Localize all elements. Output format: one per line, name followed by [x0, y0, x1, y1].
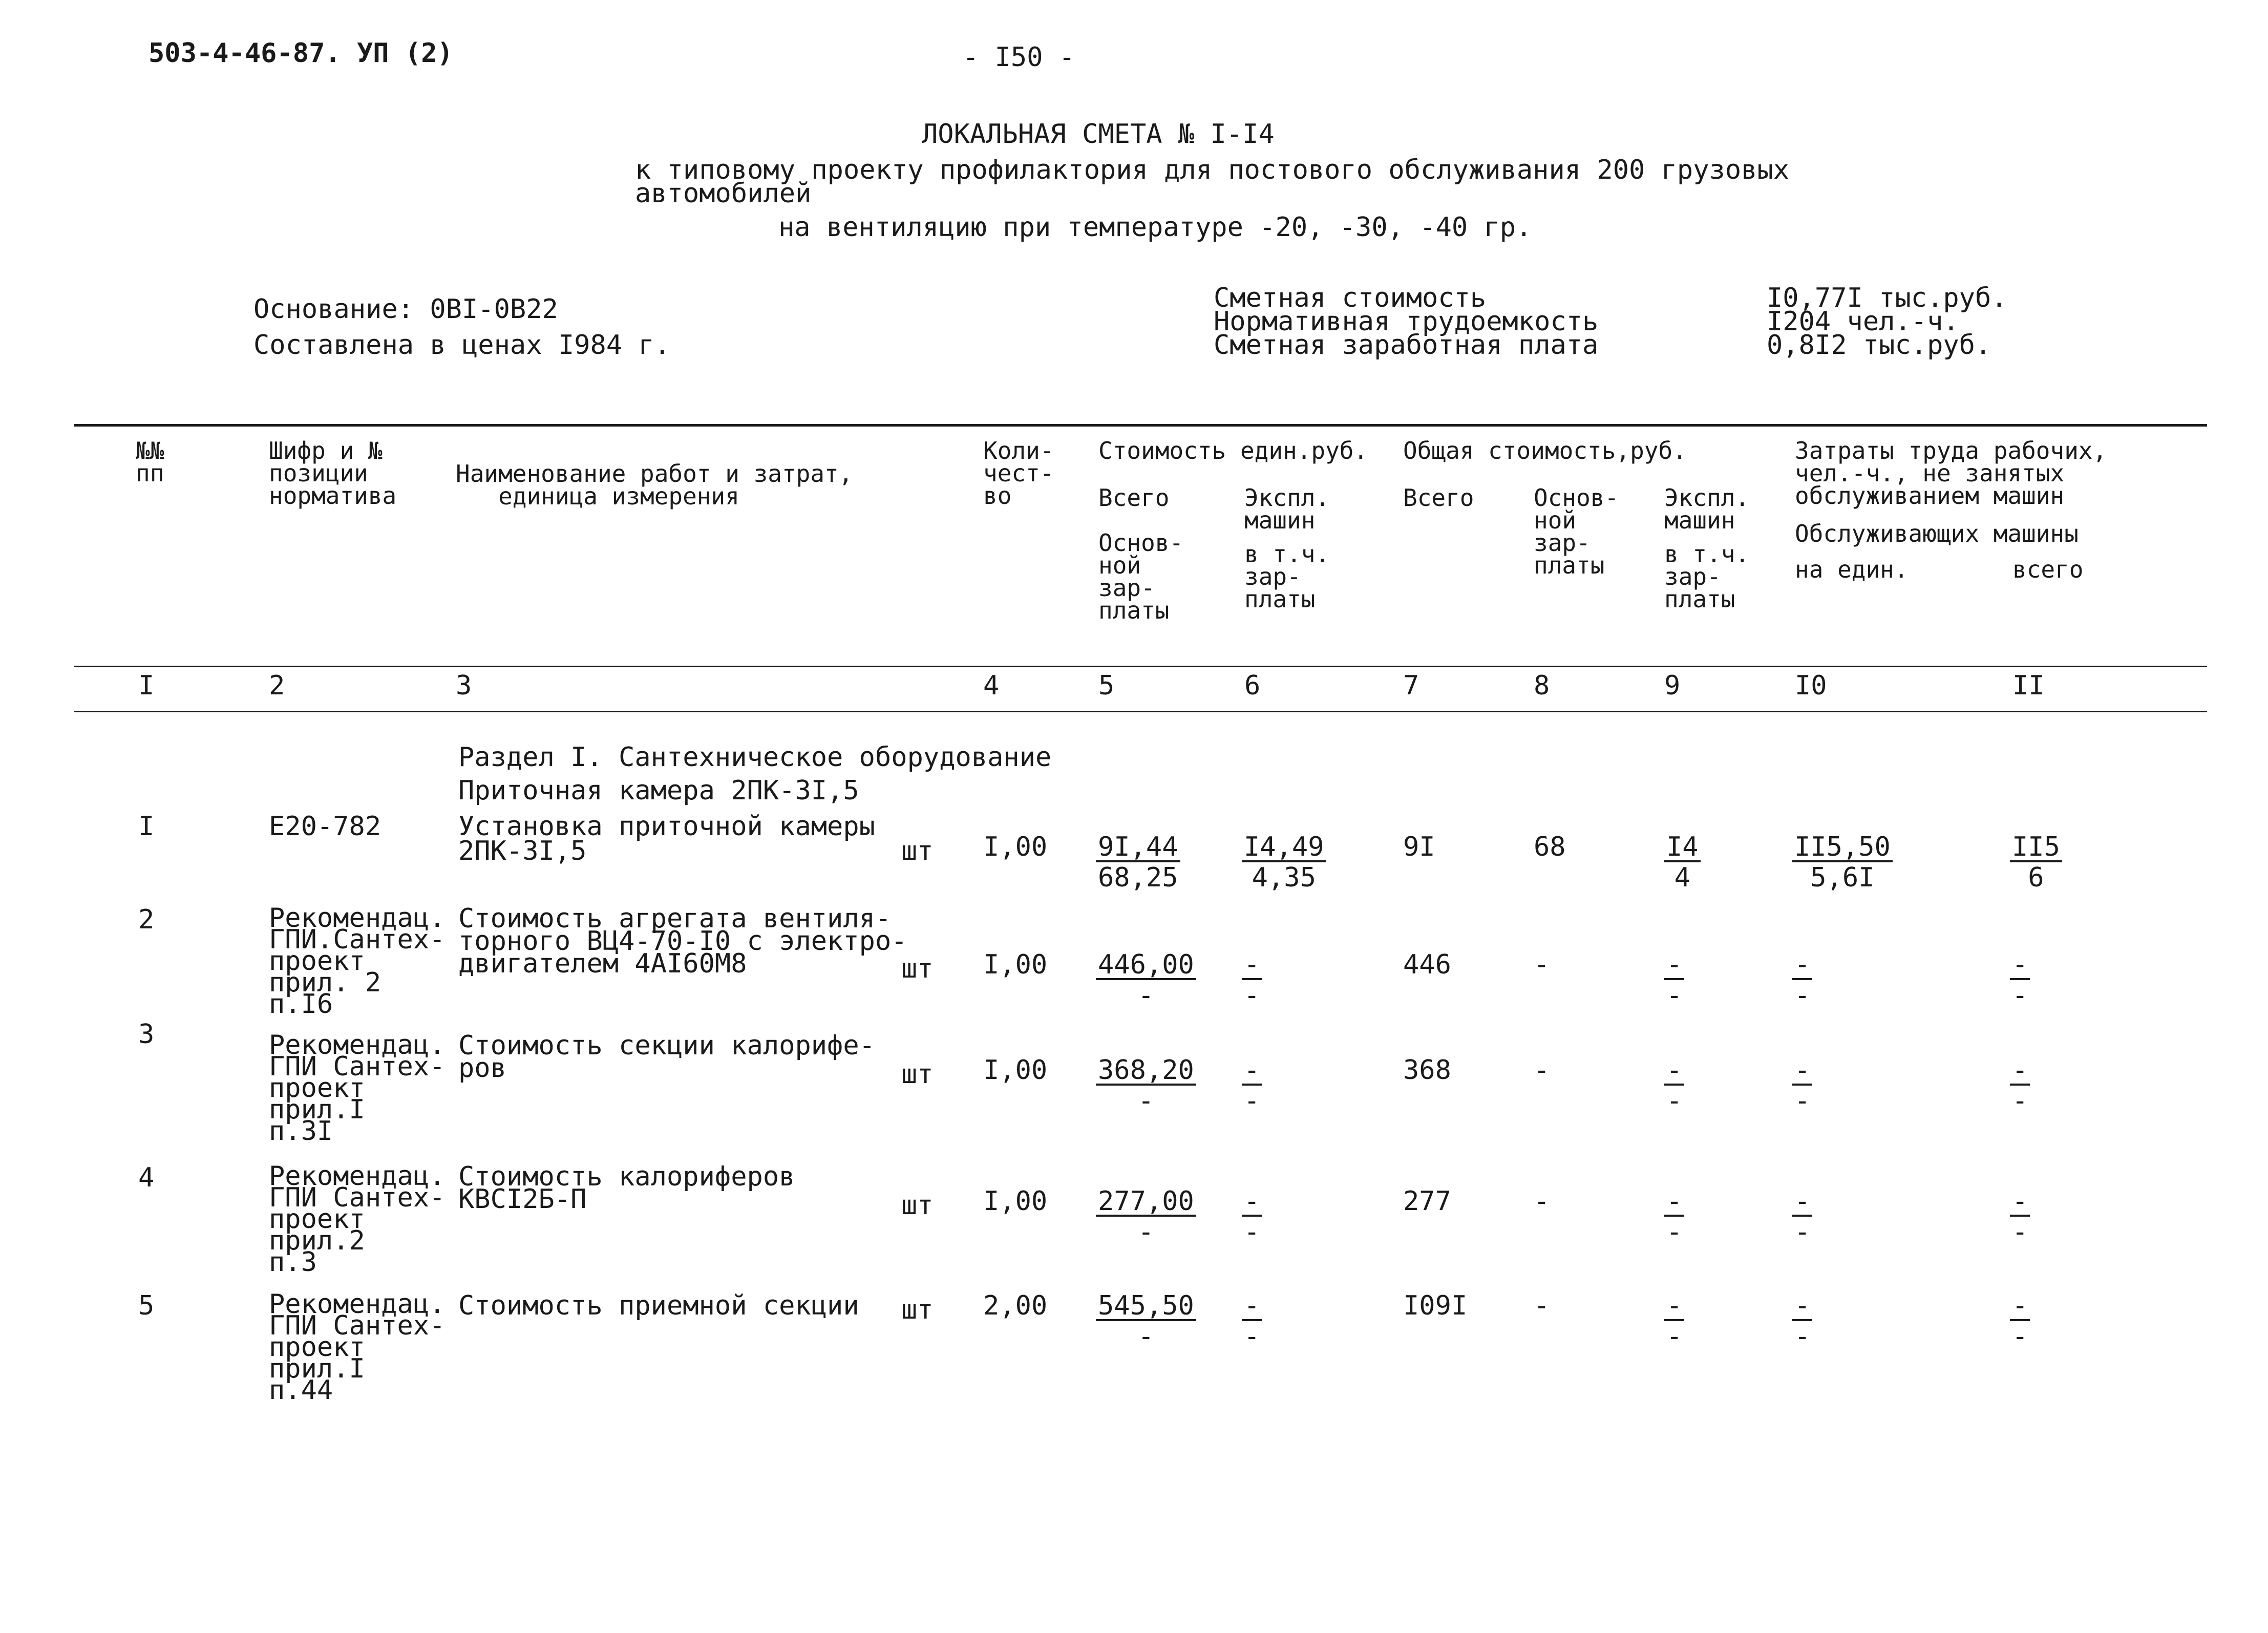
row-number: 3: [138, 1019, 155, 1050]
total-cost-cell: 277: [1403, 1186, 1451, 1217]
labor-intensity-value: I204 чел.-ч.: [1767, 306, 1959, 337]
row-unit: шт: [901, 953, 934, 984]
labor-total-cell: II5 6: [2010, 835, 2062, 890]
total-machine-cell: - -: [1664, 1058, 1684, 1113]
header-unit-machine: Экспл. машин: [1244, 484, 1330, 534]
row-work-name: Установка приточной камеры 2ПК-3I,5: [458, 811, 875, 866]
header-total-machine-wage: в т.ч. зар- платы: [1664, 540, 1750, 613]
row-number: 5: [138, 1290, 155, 1321]
header-total-machine: Экспл. машин: [1664, 484, 1750, 534]
unit-cost-cell: 277,00 -: [1096, 1189, 1196, 1244]
column-number: 6: [1244, 670, 1261, 701]
estimate-title: ЛОКАЛЬНАЯ СМЕТА № I-I4: [922, 119, 1275, 150]
row-number: 2: [138, 904, 155, 935]
estimated-wage-label: Сметная заработная плата: [1214, 330, 1599, 360]
row-code: Рекомендац. ГПИ.Сантех- проект прил. 2 п.I6: [269, 903, 446, 1020]
header-labor-total: всего: [2012, 556, 2084, 583]
header-code: Шифр и № позиции норматива: [269, 437, 397, 510]
row-number: 4: [138, 1162, 155, 1193]
total-machine-cell: - -: [1664, 1189, 1684, 1244]
unit-cost-cell: 368,20 -: [1096, 1058, 1196, 1113]
total-machine-cell: - -: [1664, 1293, 1684, 1349]
header-unit-base-wage: Основ- ной зар- платы: [1098, 529, 1184, 624]
header-unit-machine-wage: в т.ч. зар- платы: [1244, 540, 1330, 613]
total-cost-cell: 368: [1403, 1055, 1451, 1086]
unit-machine-cell: - -: [1242, 1189, 1262, 1244]
unit-machine-cell: - -: [1242, 1293, 1262, 1349]
header-labor-group: Затраты труда рабочих, чел.-ч., не занятых обслуживанием машин: [1795, 437, 2107, 510]
prices-year-text: Составлена в ценах I984 г.: [253, 330, 670, 360]
total-wage-cell: -: [1534, 1186, 1550, 1217]
row-work-name: Стоимость приемной секции: [458, 1290, 859, 1321]
total-machine-cell: - -: [1664, 952, 1684, 1008]
column-number: 7: [1403, 670, 1419, 701]
labor-intensity-label: Нормативная трудоемкость: [1214, 306, 1599, 337]
labor-total-cell: - -: [2010, 1189, 2030, 1244]
row-work-name: Стоимость секции калорифе- ров: [458, 1030, 875, 1084]
basis-text: Основание: 0ВI-0В22: [253, 294, 558, 325]
column-number: 4: [983, 670, 1000, 701]
column-number: I: [138, 670, 155, 701]
unit-cost-cell: 545,50 -: [1096, 1293, 1196, 1349]
row-code: Рекомендац. ГПИ Сантех- проект прил.I п.3I: [269, 1030, 446, 1147]
column-number: II: [2012, 670, 2045, 701]
estimate-subtitle-line2: автомобилей: [635, 178, 812, 209]
header-work-name: Наименование работ и затрат, единица измерения: [456, 460, 853, 510]
column-numbers-rule: [74, 711, 2207, 712]
estimated-cost-label: Сметная стоимость: [1214, 283, 1487, 313]
unit-machine-cell: - -: [1242, 1058, 1262, 1113]
estimate-subtitle-line3: на вентиляцию при температуре -20, -30, -40 гр.: [778, 212, 1532, 243]
total-cost-cell: 9I: [1403, 832, 1435, 862]
header-total-cost-group: Общая стоимость,руб.: [1403, 437, 1687, 464]
header-quantity: Коли- чест- во: [983, 437, 1054, 510]
row-quantity: I,00: [983, 1055, 1048, 1086]
page-number: - I50 -: [963, 42, 1075, 73]
row-code: Е20-782: [269, 811, 381, 842]
row-quantity: I,00: [983, 1186, 1048, 1217]
unit-machine-cell: - -: [1242, 952, 1262, 1008]
row-code: Рекомендац. ГПИ Сантех- проект прил.2 п.3: [269, 1161, 446, 1278]
header-labor-service: Обслуживающих машины: [1795, 520, 2079, 547]
column-number: 3: [456, 670, 472, 701]
table-header-rule: [74, 666, 2207, 667]
estimate-subtitle-line1: к типовому проекту профилактория для постового обслуживания 200 грузовых: [635, 155, 1790, 185]
column-number: 5: [1098, 670, 1115, 701]
header-row-number: №№ пп: [136, 437, 164, 487]
header-unit-total: Всего: [1098, 484, 1170, 512]
header-total-base-wage: Основ- ной зар- платы: [1534, 484, 1619, 579]
header-unit-cost-group: Стоимость един.руб.: [1098, 437, 1368, 464]
labor-total-cell: - -: [2010, 1293, 2030, 1349]
section-subtitle: Приточная камера 2ПК-3I,5: [458, 775, 859, 806]
total-machine-cell: I4 4: [1664, 835, 1701, 890]
row-quantity: I,00: [983, 832, 1048, 862]
document-code: 503-4-46-87. УП (2): [149, 38, 453, 69]
header-labor-per-unit: на един.: [1795, 556, 1909, 583]
labor-unit-cell: - -: [1792, 1293, 1812, 1349]
row-unit: шт: [901, 1059, 934, 1090]
total-wage-cell: 68: [1534, 832, 1566, 862]
labor-total-cell: - -: [2010, 952, 2030, 1008]
table-top-rule: [74, 424, 2207, 427]
row-unit: шт: [901, 1295, 934, 1325]
estimated-wage-value: 0,8I2 тыс.руб.: [1767, 330, 1991, 360]
row-quantity: 2,00: [983, 1290, 1048, 1321]
row-unit: шт: [901, 1190, 934, 1221]
row-code: Рекомендац. ГПИ Сантех- проект прил.I п.44: [269, 1289, 446, 1406]
column-number: I0: [1795, 670, 1827, 701]
labor-unit-cell: - -: [1792, 952, 1812, 1008]
unit-machine-cell: I4,49 4,35: [1242, 835, 1326, 890]
labor-unit-cell: II5,50 5,6I: [1792, 835, 1893, 890]
estimated-cost-value: I0,77I тыс.руб.: [1767, 283, 2007, 313]
labor-unit-cell: - -: [1792, 1058, 1812, 1113]
total-cost-cell: 446: [1403, 949, 1451, 980]
labor-unit-cell: - -: [1792, 1189, 1812, 1244]
total-wage-cell: -: [1534, 1290, 1550, 1321]
column-number: 2: [269, 670, 285, 701]
row-work-name: Стоимость агрегата вентиля- торного ВЦ4-70-I0 с электро- двигателем 4АI60М8: [458, 903, 907, 979]
section-title: Раздел I. Сантехническое оборудование: [458, 742, 1052, 773]
column-number: 8: [1534, 670, 1550, 701]
row-unit: шт: [901, 836, 934, 866]
column-number: 9: [1664, 670, 1681, 701]
row-quantity: I,00: [983, 949, 1048, 980]
unit-cost-cell: 9I,44 68,25: [1096, 835, 1180, 890]
row-number: I: [138, 811, 155, 842]
row-work-name: Стоимость калориферов КВСI2Б-П: [458, 1161, 795, 1215]
total-wage-cell: -: [1534, 949, 1550, 980]
total-cost-cell: I09I: [1403, 1290, 1468, 1321]
header-total-all: Всего: [1403, 484, 1474, 512]
total-wage-cell: -: [1534, 1055, 1550, 1086]
labor-total-cell: - -: [2010, 1058, 2030, 1113]
unit-cost-cell: 446,00 -: [1096, 952, 1196, 1008]
